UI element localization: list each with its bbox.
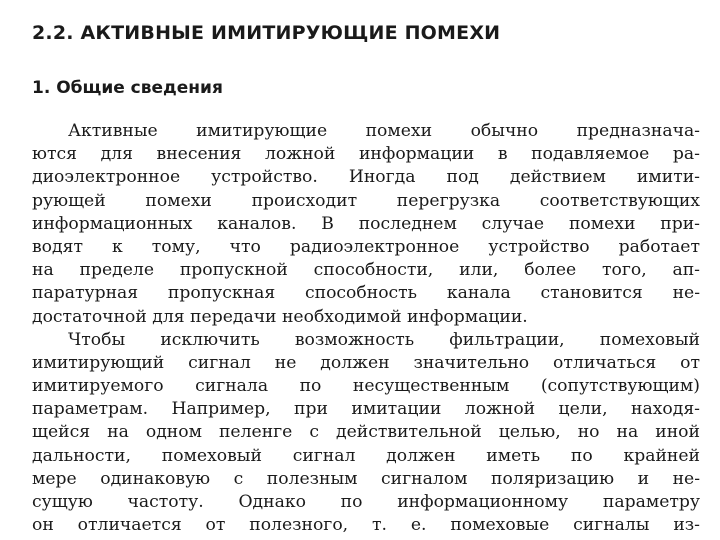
section-title: 2.2. АКТИВНЫЕ ИМИТИРУЮЩИЕ ПОМЕХИ bbox=[32, 22, 501, 44]
paragraph-line: Активные имитирующие помехи обычно предназнача- bbox=[68, 121, 700, 141]
paragraph-line: Чтобы исключить возможность фильтрации, помеховый bbox=[68, 329, 700, 350]
paragraph-line: водят к тому, что радиоэлектронное устройство работает bbox=[32, 236, 700, 257]
paragraph-line: на пределе пропускной способности, или, более того, ап- bbox=[32, 260, 700, 281]
paragraph-line: ются для внесения ложной информации в подавляемое ра- bbox=[32, 144, 700, 165]
paragraph-line: рующей помехи происходит перегрузка соответствующих bbox=[32, 190, 700, 211]
paragraph-line: мере одинаковую с полезным сигналом поляризацию и не- bbox=[32, 468, 700, 489]
paragraph-line: он отличается от полезного, т. е. помеховые сигналы из- bbox=[32, 515, 700, 536]
paragraph-line: параметрам. Например, при имитации ложной цели, находя- bbox=[32, 399, 700, 420]
paragraph-line: щейся на одном пеленге с действительной целью, но на иной bbox=[32, 422, 700, 443]
paragraph-line: диоэлектронное устройство. Иногда под действием имити- bbox=[32, 167, 700, 188]
paragraph-line: паратурная пропускная способность канала становится не- bbox=[32, 283, 700, 304]
paragraph-line: имитирующий сигнал не должен значительно отличаться от bbox=[32, 352, 700, 373]
body-text bbox=[32, 120, 700, 537]
subsection-title: 1. Общие сведения bbox=[32, 78, 223, 98]
paragraph-line: дальности, помеховый сигнал должен иметь по крайней bbox=[32, 445, 700, 466]
paragraph-line: имитируемого сигнала по несущественным (сопутствующим) bbox=[32, 376, 700, 397]
paragraph-line: достаточной для передачи необходимой информации. bbox=[32, 306, 528, 327]
paragraph-line: сущую частоту. Однако по информационному параметру bbox=[32, 492, 700, 512]
paragraph-line: информационных каналов. В последнем случае помехи при- bbox=[32, 213, 700, 234]
